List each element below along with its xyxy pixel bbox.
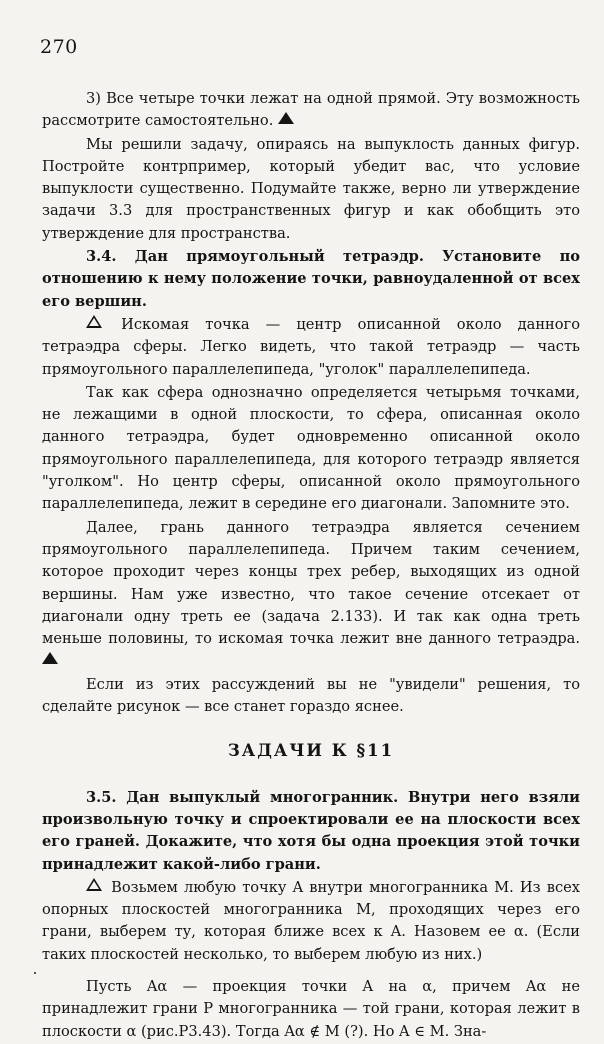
page-body xyxy=(42,88,580,1044)
paragraph-text: Искомая точка — центр описанной около данного тетраэдра сферы. Легко видеть, что такой тетраэдр — часть прямоугольного параллелепипеда, "уголок" параллелепипеда. xyxy=(42,315,580,378)
paragraph xyxy=(42,88,580,133)
paragraph-text: Далее, грань данного тетраэдра является сечением прямоугольного параллелепипеда. Причем таким сечением, которое проходит через концы трех ребер, выходящих из одной вершины. Нам уже известно, что такое сечение отсекает от диагонали одну треть ее (задача 2.133). И так как одна треть меньше половины, то искомая точка лежит вне данного тетраэдра. xyxy=(42,518,580,648)
paragraph-text: Возьмем любую точку A внутри многогранника M. Из всех опорных плоскостей многогранника M, проходящих через его грани, выберем ту, которая ближе всех к A. Назовем ее α. (Если таких плоскостей несколько, то выберем любую из них.) xyxy=(42,878,580,963)
paragraph xyxy=(42,314,580,381)
problem-statement: 3.4. Дан прямоугольный тетраэдр. Установите по отношению к нему положение точки, равноудаленной от всех его вершин. xyxy=(42,248,580,310)
paragraph: Так как сфера однозначно определяется четырьмя точками, не лежащими в одной плоскости, то сфера, описанная около данного тетраэдра, будет одновременно описанной около прямоугольного параллелепипеда, для которого тетраэдр является "уголком". Но центр сферы, описанной около прямоугольного параллелепипеда, лежит в середине его диагонали. Запомните это. xyxy=(42,383,580,513)
section-title: ЗАДАЧИ К §11 xyxy=(227,741,395,761)
paragraph-text: 3) Все четыре точки лежат на одной прямой. Эту возможность рассмотрите самостоятельно. xyxy=(42,90,580,130)
paragraph xyxy=(42,877,580,966)
problem-statement: 3.5. Дан выпуклый многогранник. Внутри него взяли произвольную точку и спроектировали ее на плоскости всех его граней. Докажите, что хотя бы одна проекция этой точки принадлежит какой-либо грани. xyxy=(42,788,580,873)
start-of-solution-icon xyxy=(86,878,102,891)
paragraph: Если из этих рассуждений вы не "увидели" решения, то сделайте рисунок — все станет гораздо яснее. xyxy=(42,675,580,716)
end-of-solution-icon xyxy=(42,652,58,664)
paragraph: Мы решили задачу, опираясь на выпуклость данных фигур. Постройте контрпример, который убедит вас, что условие выпуклости существенно. Подумайте также, верно ли утверждение задачи 3.3 для пространственных фигур и как обобщить это утверждение для пространства. xyxy=(42,135,580,242)
end-of-solution-icon xyxy=(278,112,294,124)
paragraph: Пусть Aα — проекция точки A на α, причем Aα не принадлежит грани P многогранника — той грани, которая лежит в плоскости α (рис.Р3.43). Тогда Aα ∉ M (?). Но A ∈ M. Зна- xyxy=(42,977,580,1040)
paragraph xyxy=(42,517,580,673)
page-number: 270 xyxy=(40,36,78,58)
start-of-solution-icon xyxy=(86,315,102,328)
scan-speck xyxy=(34,972,36,974)
